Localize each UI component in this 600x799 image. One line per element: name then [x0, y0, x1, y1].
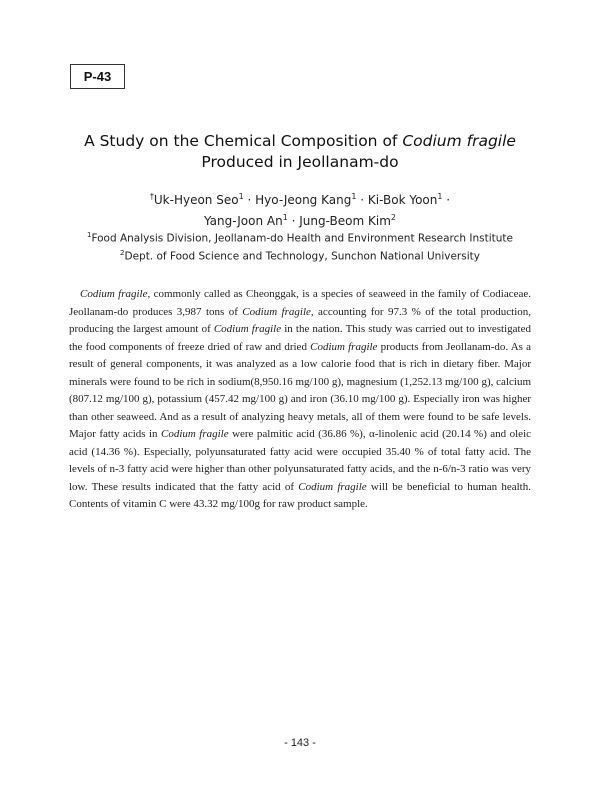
title-text: A Study on the Chemical Composition of — [84, 132, 403, 150]
author-name: Uk-Hyeon Seo — [153, 193, 239, 207]
author-name: Hyo-Jeong Kang — [255, 193, 352, 207]
affiliations — [60, 228, 540, 264]
affiliation-mark: 1 — [86, 231, 92, 239]
abstract-text: , commonly called as Cheonggak, is a species of seaweed in the family of Codiaceae. Jeollanam-do produces 3,987 tons of — [69, 288, 531, 318]
abstract-text: , accounting for 97.3 % of the total production, producing the largest amount of — [69, 305, 532, 335]
title-line-1 — [60, 131, 540, 152]
author-affil-mark: 1 — [238, 192, 244, 201]
author-affil-mark: 2 — [390, 213, 396, 222]
species-name: Codium fragile — [242, 305, 311, 318]
author-name: Jung-Beom Kim — [299, 214, 391, 228]
author-line-1 — [60, 188, 540, 209]
corresponding-mark: † — [149, 192, 154, 201]
species-name: Codium fragile — [161, 428, 229, 440]
paper-title — [60, 131, 540, 173]
affiliation-1 — [60, 228, 540, 246]
author-affil-mark: 1 — [437, 192, 443, 201]
species-name: Codium fragile — [80, 288, 148, 300]
poster-id: P-43 — [83, 69, 112, 84]
poster-id-box — [70, 64, 125, 89]
abstract-body — [69, 286, 531, 514]
abstract-text: will be beneficial to human health. Contents of vitamin C were 43.32 mg/100g for raw product sample. — [69, 480, 531, 510]
species-name: Codium fragile — [310, 340, 378, 353]
author-list — [60, 188, 540, 230]
abstract-text: in the nation. This study was carried out to investigated the food components of freeze dried of raw and dried — [69, 323, 531, 353]
affiliation-2 — [60, 246, 540, 264]
page-number: - 143 - — [284, 737, 316, 749]
author-affil-mark: 1 — [282, 213, 288, 222]
affiliation-mark: 2 — [120, 249, 125, 257]
species-name: Codium fragile — [298, 480, 367, 493]
author-name: Yang-Joon An — [204, 214, 283, 228]
author-line-2 — [60, 209, 540, 230]
title-line-2: Produced in Jeollanam-do — [201, 153, 399, 171]
author-separator: · — [442, 193, 451, 207]
author-separator: · — [287, 214, 300, 228]
affiliation-text: Dept. of Food Science and Technology, Sunchon National University — [124, 250, 480, 263]
title-species: Codium fragile — [402, 132, 516, 150]
author-separator: · — [356, 193, 368, 207]
abstract-text: products from Jeollanam-do. As a result of general components, it was analyzed as a low calorie food that is rich in dietary fiber. Major minerals were found to be rich in sodium(8,950.16 mg/100 g), magnesium (1,252.13 mg/100 g), calcium (807.12 mg/100 g), potassium (457.42 mg/100 g) and iron (36.10 mg/100 g). Especially iron was higher than other seaweed. And as a result of analyzing heavy metals, all of them were found to be safe levels. Major fatty acids in — [69, 340, 532, 440]
author-affil-mark: 1 — [351, 192, 357, 201]
affiliation-text: Food Analysis Division, Jeollanam-do Health and Environment Research Institute — [91, 232, 514, 245]
author-separator: · — [243, 193, 256, 207]
abstract-text: were palmitic acid (36.86 %), α-linolenic acid (20.14 %) and oleic acid (14.36 %). Especially, polyunsaturated fatty acid were occupied 35.40 % of total fatty acid. The levels of n-3 fatty acid were higher than other polyunsaturated fatty acids, and the n-6/n-3 ratio was very low. These results indicated that the fatty acid of — [69, 428, 532, 493]
author-name: Ki-Bok Yoon — [367, 193, 438, 207]
species-name: Codium fragile — [213, 323, 282, 335]
